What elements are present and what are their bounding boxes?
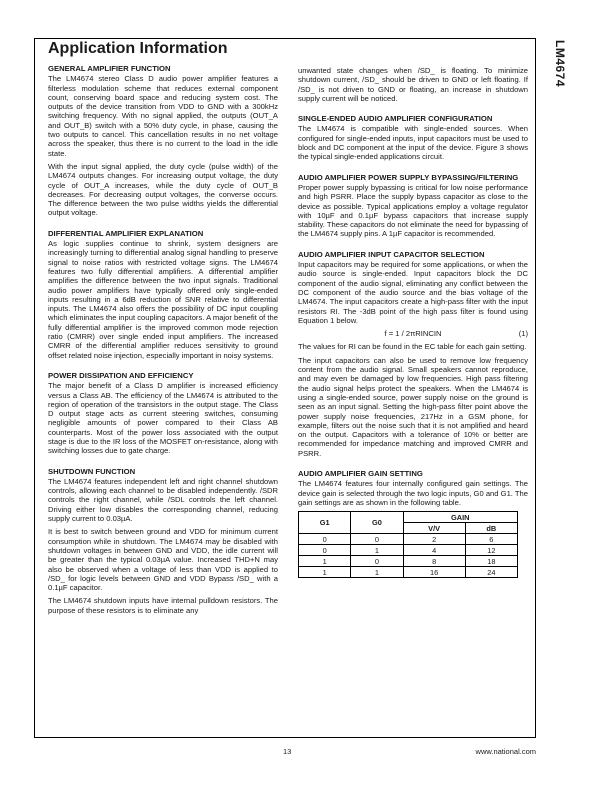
table-cell: 1 <box>351 567 403 578</box>
table-cell: 0 <box>299 534 351 545</box>
paragraph: The values for RI can be found in the EC table for each gain setting. <box>298 342 527 352</box>
table-header-db: dB <box>465 523 517 534</box>
section-heading: SHUTDOWN FUNCTION <box>48 466 136 476</box>
table-cell: 24 <box>465 567 517 578</box>
table-cell: 6 <box>465 534 517 545</box>
section-heading: AUDIO AMPLIFIER GAIN SETTING <box>298 468 423 478</box>
left-column <box>48 64 278 619</box>
table-cell: 12 <box>465 545 517 556</box>
paragraph: As logic supplies continue to shrink, system designers are increasingly turning to differential analog signal handling to preserve signal to noise ratios with restricted voltage signs. The LM4674 features two fully differential amplifiers. A differential amplifier amplifies the difference between the two input signals. Traditional audio power amplifiers have typically offered only single-ended inputs resulting in a 6dB reduction of SNR relative to differential inputs. The LM4674 also offers the possibility of DC input coupling which eliminates the input coupling capacitors. A major benefit of the fully differential amplifier is the improved common mode rejection ratio (CMRR) over single ended input amplifiers. The increased CMRR of the differential amplifier reduces sensitivity to ground offset related noise injection, especially important in noisy systems. <box>48 239 278 360</box>
section-heading: AUDIO AMPLIFIER POWER SUPPLY BYPASSING/FILTERING <box>298 172 519 182</box>
table-cell: 0 <box>299 545 351 556</box>
paragraph: The LM4674 stereo Class D audio power amplifier features a filterless modulation scheme that reduces external component count, conserving board space and reducing system cost. The outputs of the device transition from VDD to GND with a 300kHz switching frequency. With no signal applied, the outputs (OUT_A and OUT_B) switch with a 50% duty cycle, in phase, causing the two outputs to cancel. This cancellation results in no net voltage across the speaker, thus there is no current to the load in the idle state. <box>48 74 278 158</box>
paragraph: The major benefit of a Class D amplifier is increased efficiency versus a Class AB. The efficiency of the LM4674 is attributed to the region of operation of the transistors in the output stage. The Class D output stage acts as current steering switches, consuming negligible amounts of power compared to their Class AB counterparts. Most of the power loss associated with the output stage is due to the IR loss of the MOSFET on-resistance, along with switching losses due to gate charge. <box>48 381 278 456</box>
equation <box>298 329 528 338</box>
table-row <box>299 556 518 567</box>
section-heading: AUDIO AMPLIFIER INPUT CAPACITOR SELECTION <box>298 249 485 259</box>
paragraph: The LM4674 features independent left and right channel shutdown controls, allowing each channel to be disabled independently. /SDR controls the right channel, while /SDL controls the left channel. Driving either low disables the corresponding channel, reducing supply current to 0.03µA. <box>48 476 278 524</box>
section-heading: DIFFERENTIAL AMPLIFIER EXPLANATION <box>48 228 204 238</box>
table-header-g0: G0 <box>351 512 403 534</box>
equation-formula: f = 1 / 2πRINCIN <box>384 329 442 339</box>
section-heading: SINGLE-ENDED AUDIO AMPLIFIER CONFIGURATION <box>298 114 493 124</box>
section-heading: GENERAL AMPLIFIER FUNCTION <box>48 64 171 73</box>
table-row <box>299 567 518 578</box>
table-cell: 8 <box>403 556 465 567</box>
section-heading: POWER DISSIPATION AND EFFICIENCY <box>48 370 194 380</box>
table-header-g1: G1 <box>299 512 351 534</box>
table-cell: 1 <box>299 556 351 567</box>
table-cell: 0 <box>351 556 403 567</box>
gain-table <box>298 511 518 578</box>
table-cell: 1 <box>299 567 351 578</box>
table-row <box>299 545 518 556</box>
table-cell: 18 <box>465 556 517 567</box>
paragraph: unwanted state changes when /SD_ is floating. To minimize shutdown current, /SD_ should be driven to GND or left floating. If /SD_ is not driven to GND or floating, an increase in shutdown supply current will be noticed. <box>298 66 528 103</box>
paragraph: The LM4674 shutdown inputs have internal pulldown resistors. The purpose of these resistors is to eliminate any <box>48 596 278 615</box>
paragraph: The input capacitors can also be used to remove low frequency content from the audio signal. Small speakers cannot reproduce, and may even be damaged by low frequencies. High pass filtering the audio signal helps protect the speakers. When the LM4674 is using a single-ended source, power supply noise on the ground is seen as an input signal. Setting the high-pass filter point above the power supply noise frequencies, 217Hz in a GSM phone, for example, filters out the noise such that it is not amplified and heard on the output. Capacitors with a tolerance of 10% or better are recommended for impedance matching and improved CMRR and PSRR. <box>298 355 528 458</box>
table-cell: 1 <box>351 545 403 556</box>
paragraph: It is best to switch between ground and VDD for minimum current consumption while in shutdown. The LM4674 may be disabled with shutdown voltages in between GND and VDD, the idle current will be greater than the typical 0.03µA value. Increased THD+N may also be observed when a voltage of less than VDD is applied to /SD_ for logic levels between GND and VDD Bypass /SD_ with a 0.1µF capacitor. <box>48 527 278 593</box>
equation-number: (1) <box>518 329 528 339</box>
paragraph: The LM4674 is compatible with single-ended sources. When configured for single-ended inputs, input capacitors must be used to block and DC component at the input of the device. Figure 3 shows the typical single-ended applications circuit. <box>298 124 528 162</box>
right-column <box>298 66 528 578</box>
table-cell: 2 <box>403 534 465 545</box>
page-number: 13 <box>283 747 292 756</box>
table-cell: 0 <box>351 534 403 545</box>
paragraph: The LM4674 features four internally configured gain settings. The device gain is selected through the two logic inputs, G0 and G1. The gain settings are as shown in the following table. <box>298 479 528 507</box>
table-cell: 16 <box>403 567 465 578</box>
table-header-vv: V/V <box>403 523 465 534</box>
paragraph: Input capacitors may be required for some applications, or when the audio source is single-ended. Input capacitors block the DC component of the audio signal, eliminating any conflict between the DC component of the audio source and the bias voltage of the LM4674. The input capacitors create a high-pass filter with the input resistors RI. The -3dB point of the high pass filter is found using Equation 1 below. <box>298 260 528 325</box>
table-cell: 4 <box>403 545 465 556</box>
table-row <box>299 534 518 545</box>
table-header-gain: GAIN <box>403 512 517 523</box>
paragraph: Proper power supply bypassing is critical for low noise performance and high PSRR. Place the supply bypass capacitor as close to the device as possible. Typical applications employ a voltage regulator with 10µF and 0.1µF bypass capacitors that increase supply stability. These capacitors do not eliminate the need for bypassing of the LM4674 supply pins. A 1µF capacitor is recommended. <box>298 182 528 239</box>
part-number-tab: LM4674 <box>553 40 567 88</box>
page-title: Application Information <box>48 40 228 57</box>
footer-url[interactable]: www.national.com <box>475 747 536 756</box>
paragraph: With the input signal applied, the duty cycle (pulse width) of the LM4674 outputs changes. For increasing output voltage, the duty cycle of OUT_A increases, while the duty cycle of OUT_B decreases. For decreasing output voltages, the converse occurs. The difference between the two pulse widths yields the differential output voltage. <box>48 161 278 218</box>
